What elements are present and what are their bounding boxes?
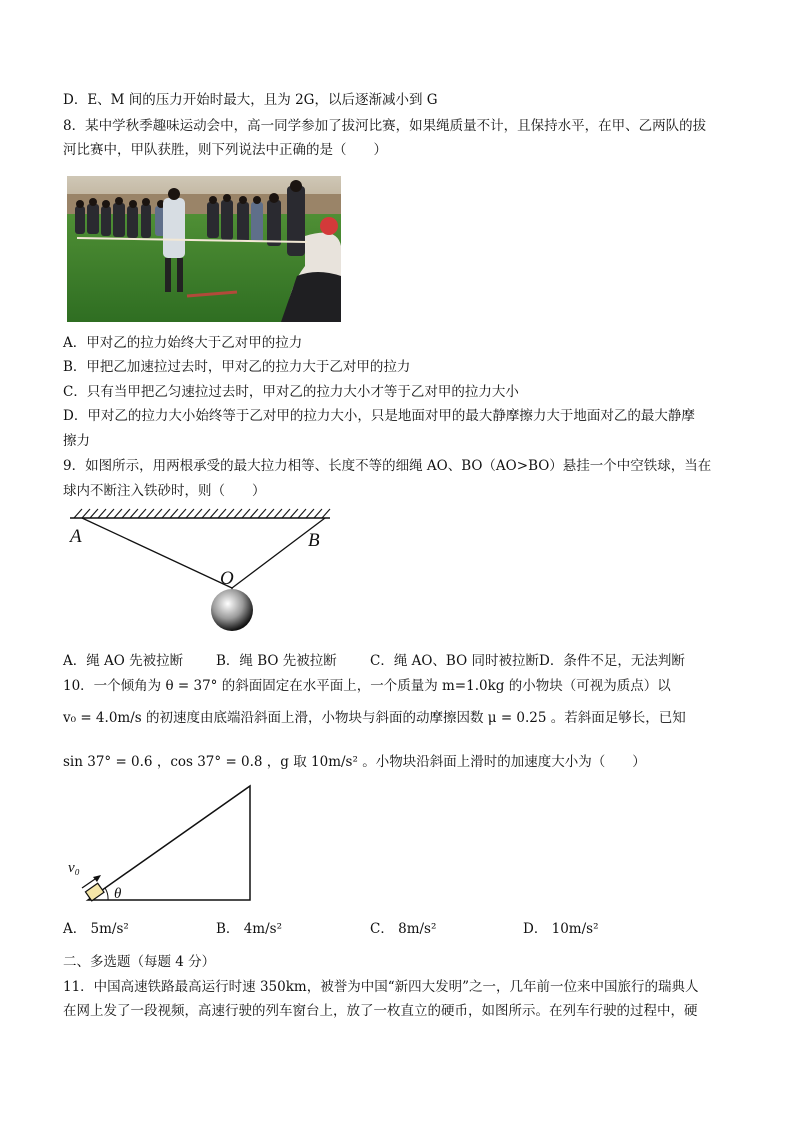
q8-option-d-line-1: D．甲对乙的拉力大小始终等于乙对甲的拉力大小，只是地面对甲的最大静摩擦力大于地面对乙的最大静摩	[63, 408, 695, 424]
q10-option-a: A． 5m/s²	[63, 921, 129, 937]
tug-of-war-photo	[67, 176, 341, 322]
q9-stem-line-2: 球内不断注入铁砂时，则（ ）	[63, 483, 266, 499]
q11-stem-line-1: 11．中国高速铁路最高运行时速 350km，被誉为中国“新四大发明”之一，几年前一位来中国旅行的瑞典人	[63, 979, 699, 995]
q8-option-c: C．只有当甲把乙匀速拉过去时，甲对乙的拉力大小才等于乙对甲的拉力大小	[63, 384, 519, 400]
q8-option-a: A．甲对乙的拉力始终大于乙对甲的拉力	[63, 335, 303, 351]
q10-option-d: D． 10m/s²	[523, 921, 599, 937]
q10-stem-line-1: 10．一个倾角为 θ = 37° 的斜面固定在水平面上，一个质量为 m=1.0kg 的小物块（可视为质点）以	[63, 678, 671, 694]
section-heading-multi-choice: 二、多选题（每题 4 分）	[63, 954, 216, 970]
q10-options	[63, 920, 743, 938]
label-a: A	[70, 526, 82, 547]
label-o: O	[220, 568, 234, 589]
q10-stem-line-3: sin 37° = 0.6 ，cos 37° = 0.8 ，g 取 10m/s² 。小物块沿斜面上滑时的加速度大小为（ ）	[63, 754, 646, 770]
q10-incline-figure	[62, 780, 262, 906]
q9-option-c: C．绳 AO、BO 同时被拉断	[370, 653, 539, 669]
q7-option-d: D．E、M 间的压力开始时最大，且为 2G，以后逐渐减小到 G	[63, 92, 438, 108]
q10-option-c: C． 8m/s²	[370, 921, 437, 937]
label-v0: v₀	[68, 860, 80, 876]
q9-option-d: D．条件不足，无法判断	[539, 653, 685, 669]
label-b: B	[308, 530, 320, 551]
q10-option-b: B． 4m/s²	[216, 921, 282, 937]
q8-stem-line-2: 河比赛中，甲队获胜，则下列说法中正确的是（ ）	[63, 142, 387, 158]
q9-figure	[60, 506, 350, 636]
q9-option-b: B．绳 BO 先被拉断	[216, 653, 337, 669]
label-theta: θ	[114, 886, 122, 902]
q9-options	[63, 652, 743, 670]
q10-stem-line-2: v₀ = 4.0m/s 的初速度由底端沿斜面上滑，小物块与斜面的动摩擦因数 μ = 0.25 。若斜面足够长，已知	[63, 710, 686, 726]
q8-option-b: B．甲把乙加速拉过去时，甲对乙的拉力大于乙对甲的拉力	[63, 359, 411, 375]
q9-stem-line-1: 9．如图所示，用两根承受的最大拉力相等、长度不等的细绳 AO、BO（AO>BO）悬挂一个中空铁球，当在	[63, 458, 712, 474]
q8-stem-line-1: 8．某中学秋季趣味运动会中，高一同学参加了拔河比赛，如果绳质量不计，且保持水平，在甲、乙两队的拔	[63, 118, 707, 134]
q11-stem-line-2: 在网上发了一段视频，高速行驶的列车窗台上，放了一枚直立的硬币，如图所示。在列车行驶的过程中，硬	[63, 1003, 698, 1019]
q8-option-d-line-2: 擦力	[63, 433, 90, 449]
q9-option-a: A．绳 AO 先被拉断	[63, 653, 184, 669]
